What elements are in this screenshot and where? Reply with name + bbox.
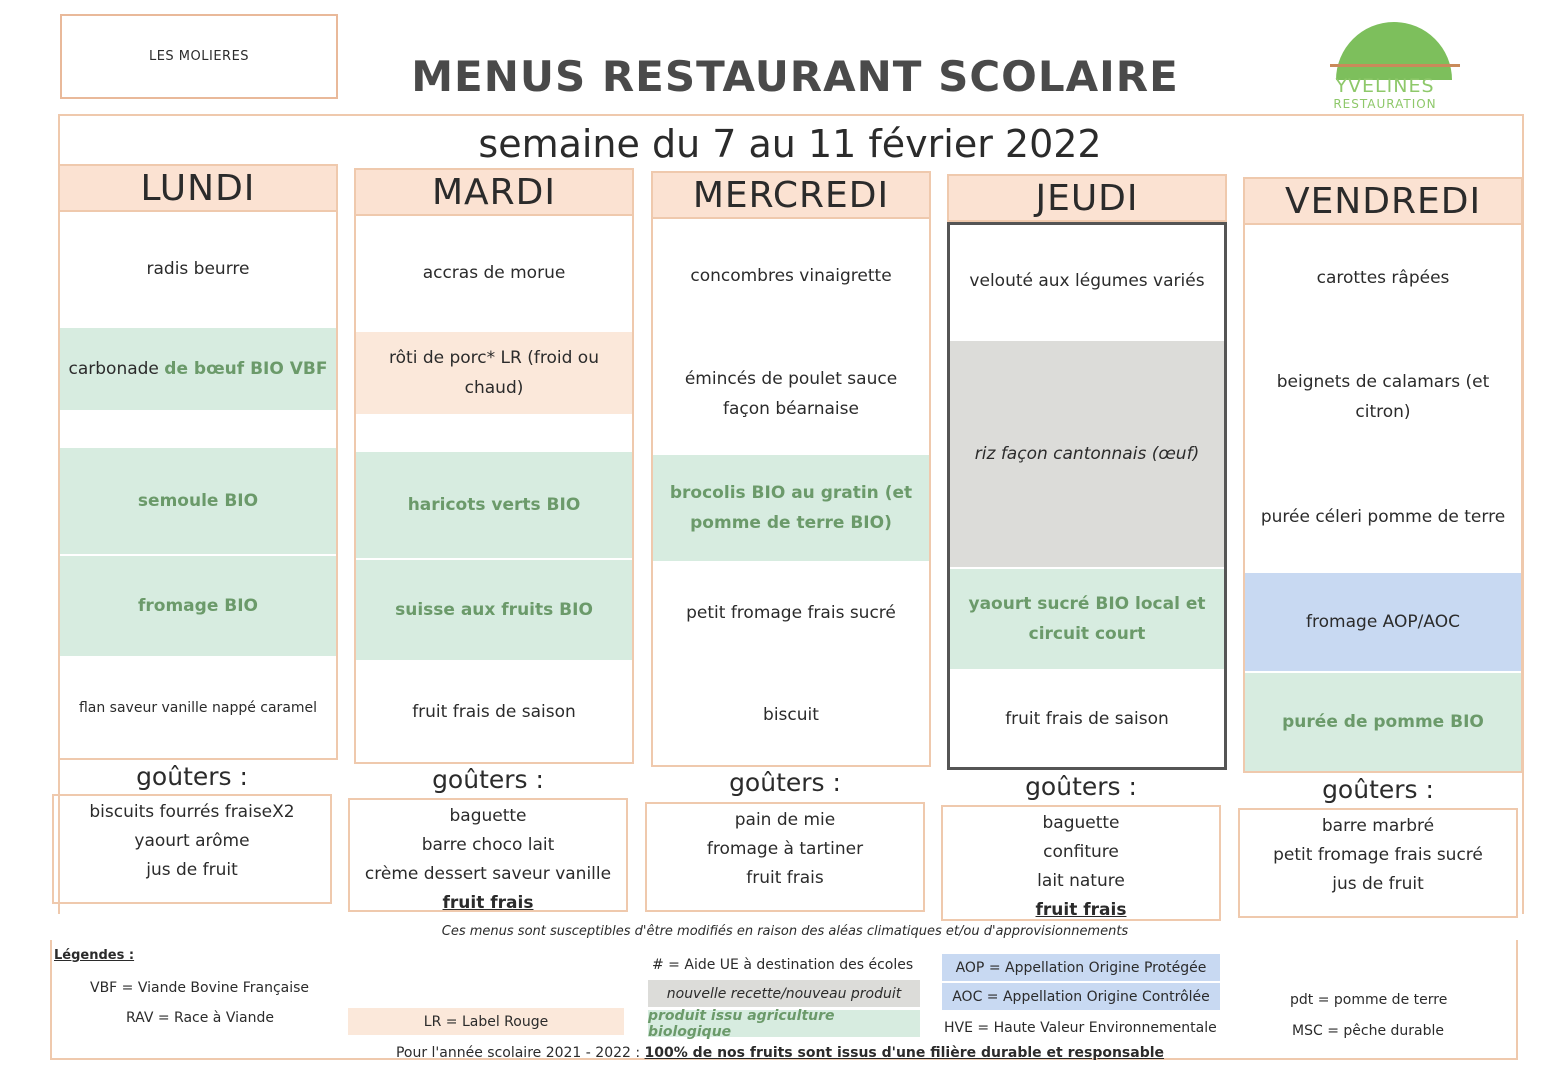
- disclaimer: Ces menus sont susceptibles d'être modifiés en raison des aléas climatiques et/ou d'approvisionnements: [441, 924, 1129, 939]
- gouter-title: goûters :: [136, 762, 248, 791]
- menu-box: [1243, 225, 1523, 773]
- plat: riz façon cantonnais (œuf): [950, 341, 1224, 567]
- entree: velouté aux légumes variés: [969, 271, 1205, 291]
- menu-box: [947, 222, 1227, 770]
- legend-title: Légendes :: [54, 948, 135, 963]
- menu-box: [651, 219, 931, 767]
- legend-ue: # = Aide UE à destination des écoles: [652, 957, 914, 973]
- legend-bio: produit issu agriculture biologique: [648, 1010, 920, 1037]
- laitage: yaourt sucré BIO local et circuit court: [950, 569, 1224, 669]
- gouter-item: baguette: [449, 806, 527, 826]
- gouter-item: pain de mie: [734, 810, 836, 830]
- logo-brand: YVELINES: [1335, 75, 1435, 97]
- yvelines-logo: [1310, 22, 1460, 114]
- gouter-box-lundi: [52, 794, 332, 904]
- day-column-mercredi: [651, 171, 931, 767]
- gouter-box-jeudi: [941, 805, 1221, 921]
- gouter-title: goûters :: [1025, 772, 1137, 801]
- legend-rav: RAV = Race à Viande: [126, 1010, 274, 1026]
- dessert: flan saveur vanille nappé caramel: [78, 700, 318, 716]
- gouter-item: fromage à tartiner: [706, 839, 864, 859]
- day-column-jeudi: [947, 174, 1227, 770]
- logo-subtitle: RESTAURATION: [1333, 97, 1437, 111]
- gouter-item: confiture: [1043, 842, 1119, 862]
- dessert: purée de pomme BIO: [1245, 673, 1521, 771]
- gouter-title: goûters :: [432, 765, 544, 794]
- gouter-item: fruit frais: [746, 868, 824, 888]
- plat: émincés de poulet sauce façon béarnaise: [684, 369, 898, 419]
- week-title: semaine du 7 au 11 février 2022: [478, 122, 1102, 166]
- gouter-item: baguette: [1042, 813, 1120, 833]
- gouter-item: petit fromage frais sucré: [1273, 845, 1483, 865]
- day-header: MARDI: [354, 168, 634, 216]
- gouter-item: crème dessert saveur vanille: [364, 864, 612, 884]
- gouter-item: jus de fruit: [146, 860, 238, 880]
- logo-dome-icon: [1336, 22, 1452, 80]
- menu-box: [354, 216, 634, 764]
- plat: beignets de calamars (et citron): [1276, 372, 1490, 422]
- legend-aoc: AOC = Appellation Origine Contrôlée: [942, 983, 1220, 1010]
- accompagnement: semoule BIO: [60, 448, 336, 554]
- day-header: VENDREDI: [1243, 177, 1523, 225]
- accompagnement: haricots verts BIO: [356, 452, 632, 558]
- gouter-item: yaourt arôme: [134, 831, 250, 851]
- gouter-title: goûters :: [1322, 775, 1434, 804]
- gouter-item: fruit frais: [442, 893, 534, 913]
- gouter-item: barre choco lait: [421, 835, 555, 855]
- laitage: suisse aux fruits BIO: [356, 560, 632, 660]
- dessert: fruit frais de saison: [412, 702, 576, 722]
- plat: rôti de porc* LR (froid ou chaud): [356, 332, 632, 414]
- gouter-item: fruit frais: [1035, 900, 1127, 920]
- gouter-item: jus de fruit: [1332, 874, 1424, 894]
- gouter-item: lait nature: [1037, 871, 1125, 891]
- day-header: MERCREDI: [651, 171, 931, 219]
- accompagnement: brocolis BIO au gratin (et pomme de terre BIO): [653, 455, 929, 561]
- legend-hve: HVE = Haute Valeur Environnementale: [944, 1020, 1217, 1036]
- school-name: LES MOLIERES: [60, 14, 338, 99]
- laitage: fromage BIO: [60, 556, 336, 656]
- entree: radis beurre: [146, 259, 250, 279]
- gouter-box-mardi: [348, 798, 628, 912]
- gouter-box-mercredi: [645, 802, 925, 912]
- dessert: fruit frais de saison: [1005, 709, 1169, 729]
- page-title: MENUS RESTAURANT SCOLAIRE: [411, 52, 1179, 101]
- accompagnement: purée céleri pomme de terre: [1260, 507, 1506, 527]
- entree: carottes râpées: [1316, 268, 1450, 288]
- day-column-lundi: [58, 164, 338, 760]
- entree: accras de morue: [422, 263, 566, 283]
- legend-aop: AOP = Appellation Origine Protégée: [942, 954, 1220, 981]
- dessert: biscuit: [763, 705, 819, 725]
- legend-vbf: VBF = Viande Bovine Française: [90, 980, 310, 996]
- legend-label-rouge: LR = Label Rouge: [348, 1008, 624, 1035]
- entree: concombres vinaigrette: [690, 266, 892, 286]
- gouter-box-vendredi: [1238, 808, 1518, 918]
- bottom-note: Pour l'année scolaire 2021 - 2022 : 100% de nos fruits sont issus d'une filière durable et responsable: [395, 1045, 1165, 1061]
- laitage: fromage AOP/AOC: [1245, 573, 1521, 671]
- legend-msc: MSC = pêche durable: [1292, 1023, 1444, 1039]
- legend-pdt: pdt = pomme de terre: [1290, 992, 1448, 1008]
- gouter-title: goûters :: [729, 768, 841, 797]
- gouter-item: barre marbré: [1321, 816, 1435, 836]
- day-header: LUNDI: [58, 164, 338, 212]
- laitage: petit fromage frais sucré: [686, 603, 896, 623]
- gouter-item: biscuits fourrés fraiseX2: [89, 802, 295, 822]
- plat: carbonade de bœuf BIO VBF: [60, 328, 336, 410]
- legend-nouvelle-recette: nouvelle recette/nouveau produit: [648, 980, 920, 1007]
- day-column-vendredi: [1243, 177, 1523, 773]
- day-header: JEUDI: [947, 174, 1227, 222]
- menu-box: [58, 212, 338, 760]
- day-column-mardi: [354, 168, 634, 764]
